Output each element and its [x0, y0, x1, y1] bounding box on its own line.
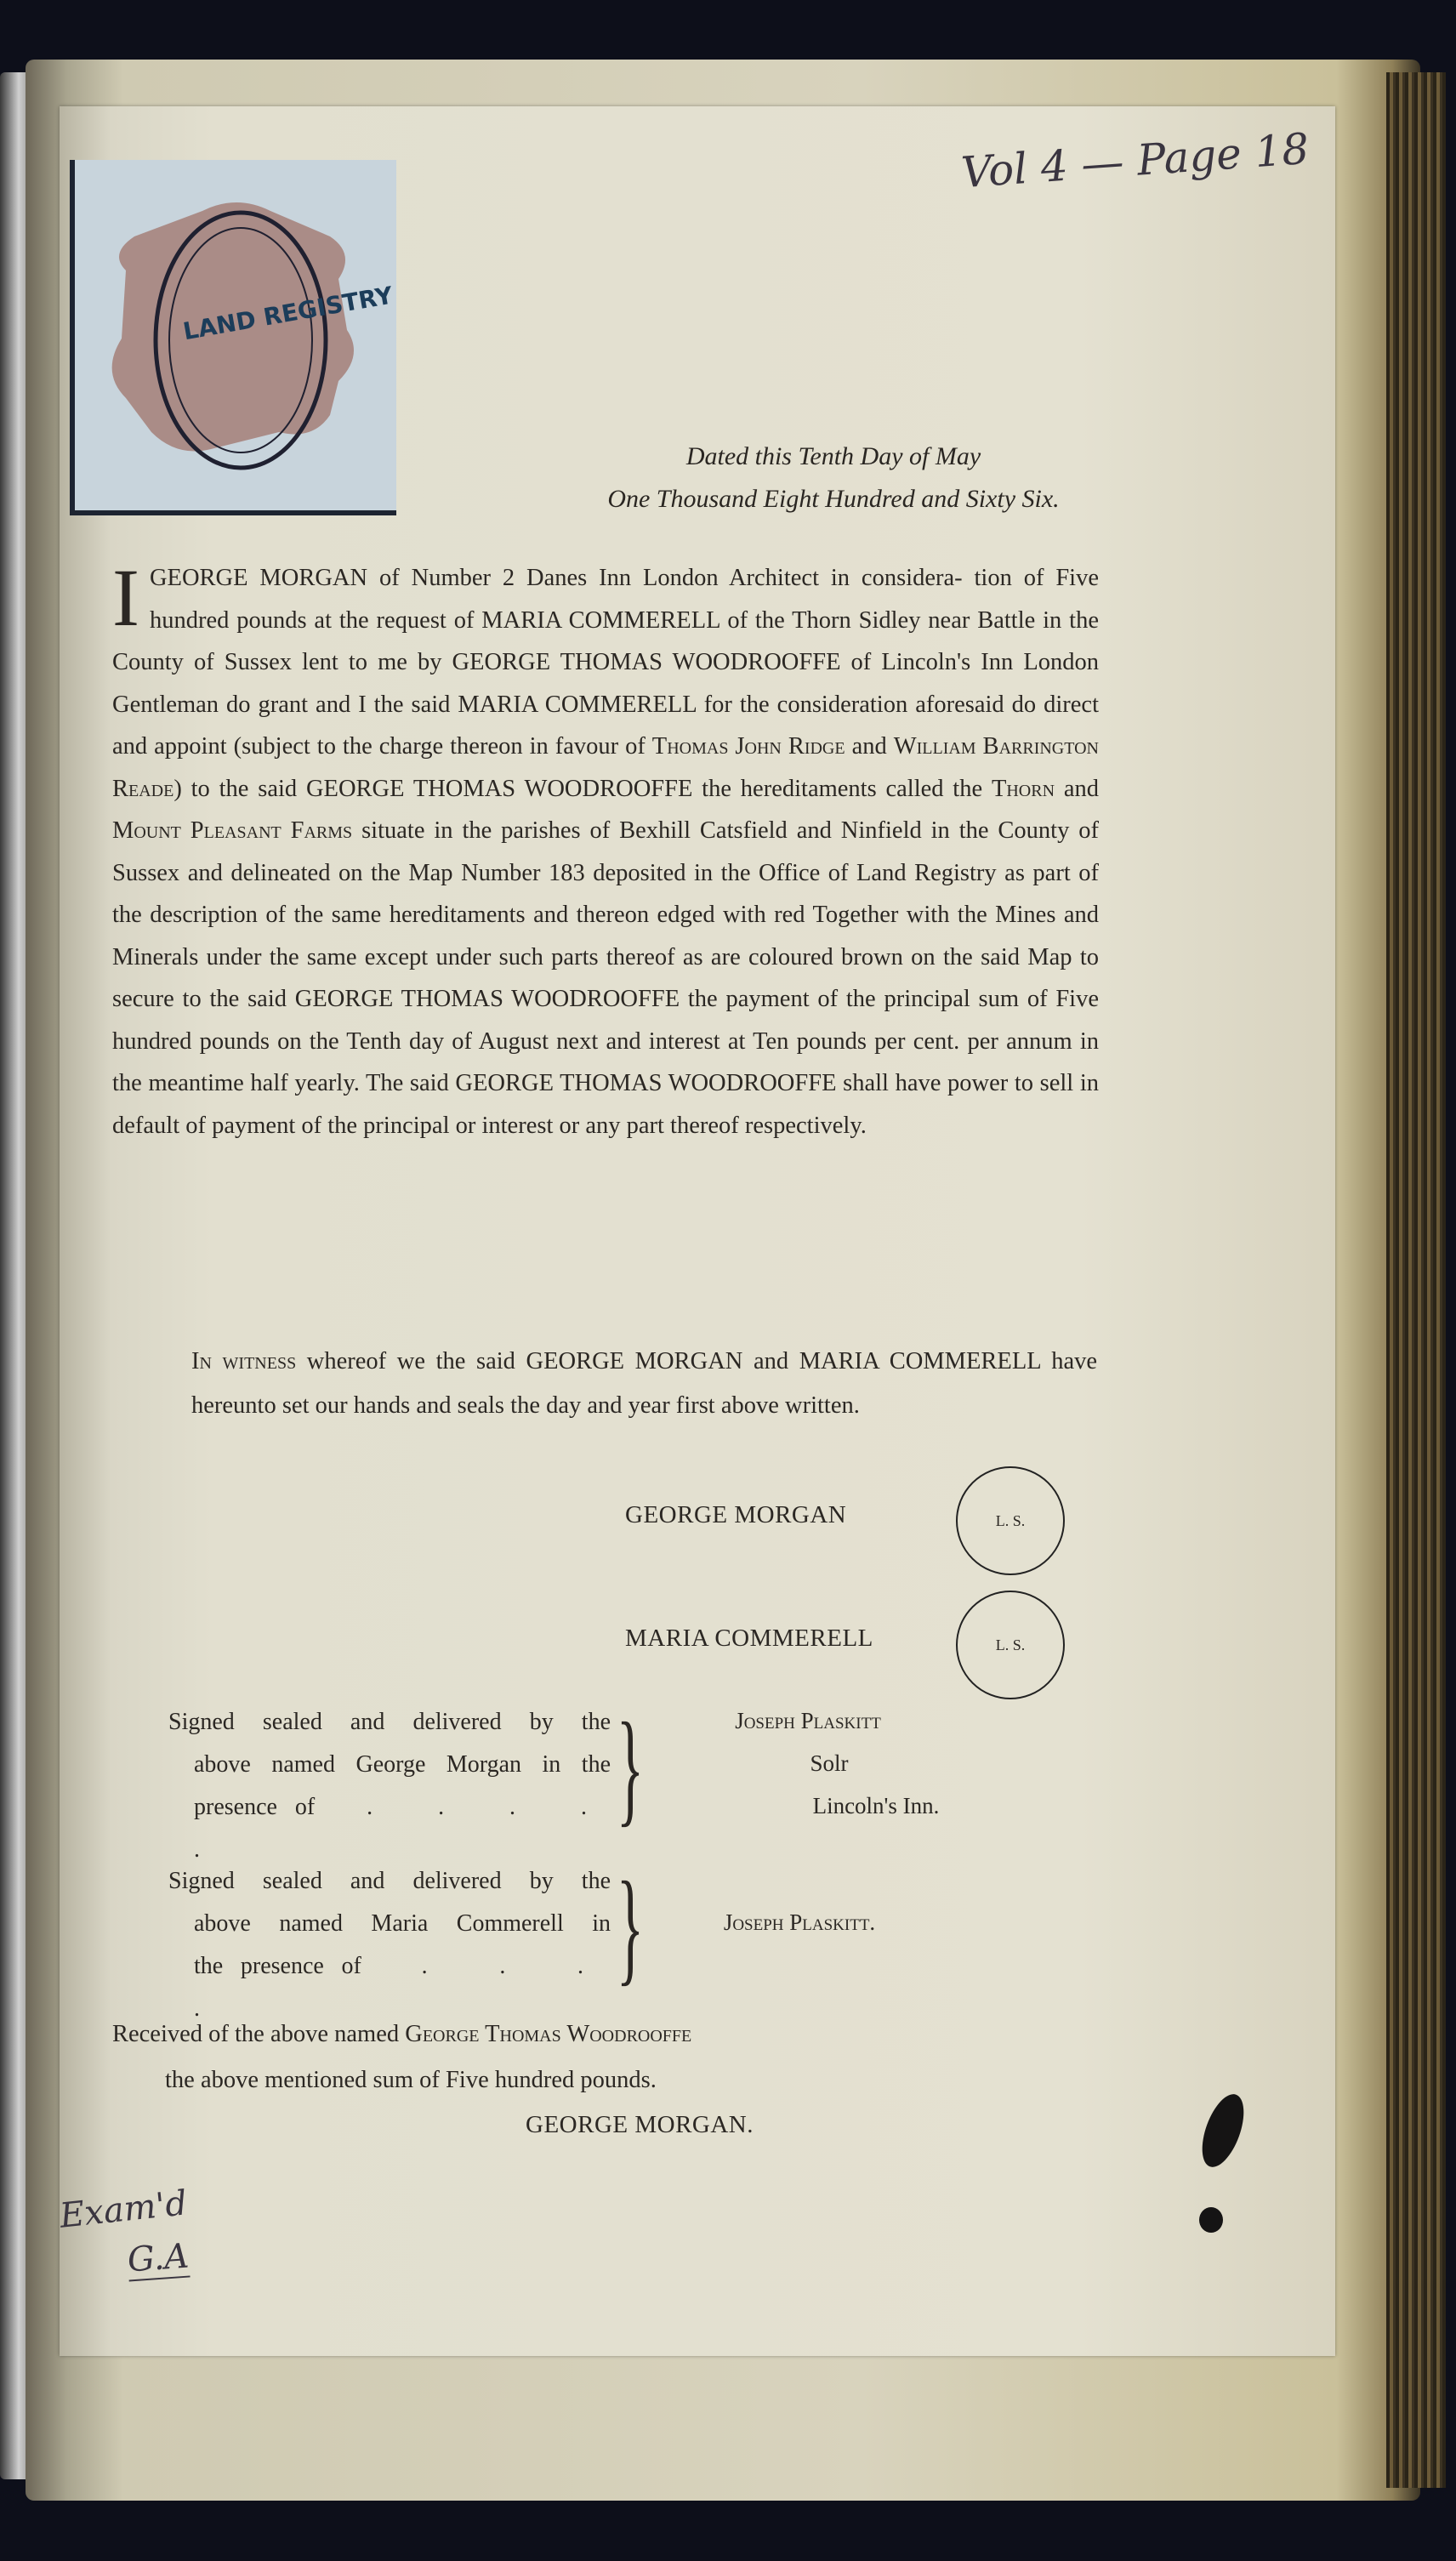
attestation-2-line-1: Signed sealed and delivered by the	[168, 1868, 611, 1894]
seal-george-morgan	[956, 1466, 1065, 1575]
deed-text-4: and	[1055, 775, 1099, 802]
attestation-1-line-3-row	[168, 1786, 611, 1871]
attestation-1-line-3: presence of	[194, 1794, 316, 1820]
deed-sc-4: Mount Pleasant Farms	[112, 817, 353, 844]
land-registry-stamp	[70, 160, 396, 515]
margin-note-initials: G.A	[126, 2236, 191, 2280]
ink-blot	[1199, 2207, 1223, 2233]
attestation-2-brace: }	[616, 1856, 645, 1997]
deed-sc-3: Thorn	[991, 775, 1055, 802]
stamp-text: LAND REGISTRY	[180, 281, 395, 346]
witness-1-place: Lincoln's Inn.	[812, 1793, 940, 1818]
deed-sc-2: William Barrington Reade	[112, 733, 1099, 802]
seal-maria-commerell	[956, 1591, 1065, 1699]
seal-label: L. S.	[995, 1636, 1026, 1653]
receipt-line-1: Received of the above named	[112, 2021, 406, 2047]
witness-1-name: Joseph Plaskitt	[735, 1708, 881, 1733]
deed-text-1: GEORGE MORGAN of Number 2 Danes Inn London Architect in considera- tion of Five hundred pounds at the request of MARIA COMMERELL of the Thorn Sidley near Battle in the County of Sussex lent to me by GEORGE THOMAS WOODROOFFE of Lincoln's Inn London Gentleman do grant and I the said MARIA COMMERELL for the consideration aforesaid do direct and appoint (subject to the charge thereon in favour of	[112, 565, 1099, 760]
dated-line-1: Dated this Tenth Day of May	[685, 442, 981, 470]
witness-2-name: Joseph Plaskitt.	[723, 1909, 876, 1935]
receipt-line-2: the above mentioned sum of Five hundred pounds.	[165, 2067, 657, 2093]
attestation-1-brace: }	[616, 1697, 645, 1838]
attestation-1	[168, 1701, 611, 1871]
seal-label: L. S.	[995, 1511, 1026, 1529]
deed-text-2: and	[845, 733, 894, 760]
receipt-payer: George Thomas Woodrooffe	[405, 2021, 692, 2047]
witness-clause	[191, 1340, 1097, 1428]
witness-1-title: Solr	[810, 1750, 849, 1776]
deed-sc-1: Thomas John Ridge	[651, 733, 845, 760]
receipt-signature: GEORGE MORGAN.	[526, 2111, 754, 2138]
deed-text-3: ) to the said GEORGE THOMAS WOODROOFFE the hereditaments called the	[173, 775, 992, 802]
attestation-1-line-1: Signed sealed and delivered by the	[168, 1709, 611, 1735]
attestation-1-dots: . . . . .	[194, 1794, 611, 1863]
attestation-2	[168, 1860, 611, 2030]
signature-maria-commerell: MARIA COMMERELL	[625, 1625, 873, 1652]
dated-line-2: One Thousand Eight Hundred and Sixty Six.	[607, 485, 1060, 513]
attestation-2-line-3: the presence of	[194, 1953, 361, 1979]
attestation-2-dots: . . . .	[194, 1953, 611, 2022]
book-page-edges	[1386, 72, 1446, 2488]
deed-text-5: situate in the parishes of Bexhill Catsfield and Ninfield in the County of Sussex and delineated on the Map Number 183 deposited in the Office of Land Registry as part of the description of the same hereditaments and thereon edged with red Together with the Mines and Minerals under the same except under such parts thereof as are coloured brown on the said Map to secure to the said GEORGE THOMAS WOODROOFFE the payment of the principal sum of Five hundred pounds on the Tenth day of August next and interest at Ten pounds per cent. per annum in the meantime half yearly. The said GEORGE THOMAS WOODROOFFE shall have power to sell in default of payment of the principal or interest or any part thereof respectively.	[112, 817, 1099, 1139]
witness-sc: In witness	[191, 1348, 297, 1374]
signature-george-morgan: GEORGE MORGAN	[625, 1501, 847, 1528]
attestation-2-line-2: above named Maria Commerell in	[194, 1910, 611, 1937]
witness-text: whereof we the said GEORGE MORGAN and MARIA COMMERELL have hereunto set our hands and seals the day and year first above written.	[191, 1348, 1097, 1419]
receipt	[112, 2012, 878, 2103]
deed-body	[112, 552, 1099, 1147]
attestation-1-line-2: above named George Morgan in the	[194, 1751, 611, 1778]
drop-cap: I	[112, 552, 139, 643]
volume-page-annotation: Vol 4 — Page 18	[959, 123, 1311, 198]
receipt-line-1-row	[112, 2012, 878, 2057]
margin-note-examined: Exam'd	[58, 2183, 190, 2236]
